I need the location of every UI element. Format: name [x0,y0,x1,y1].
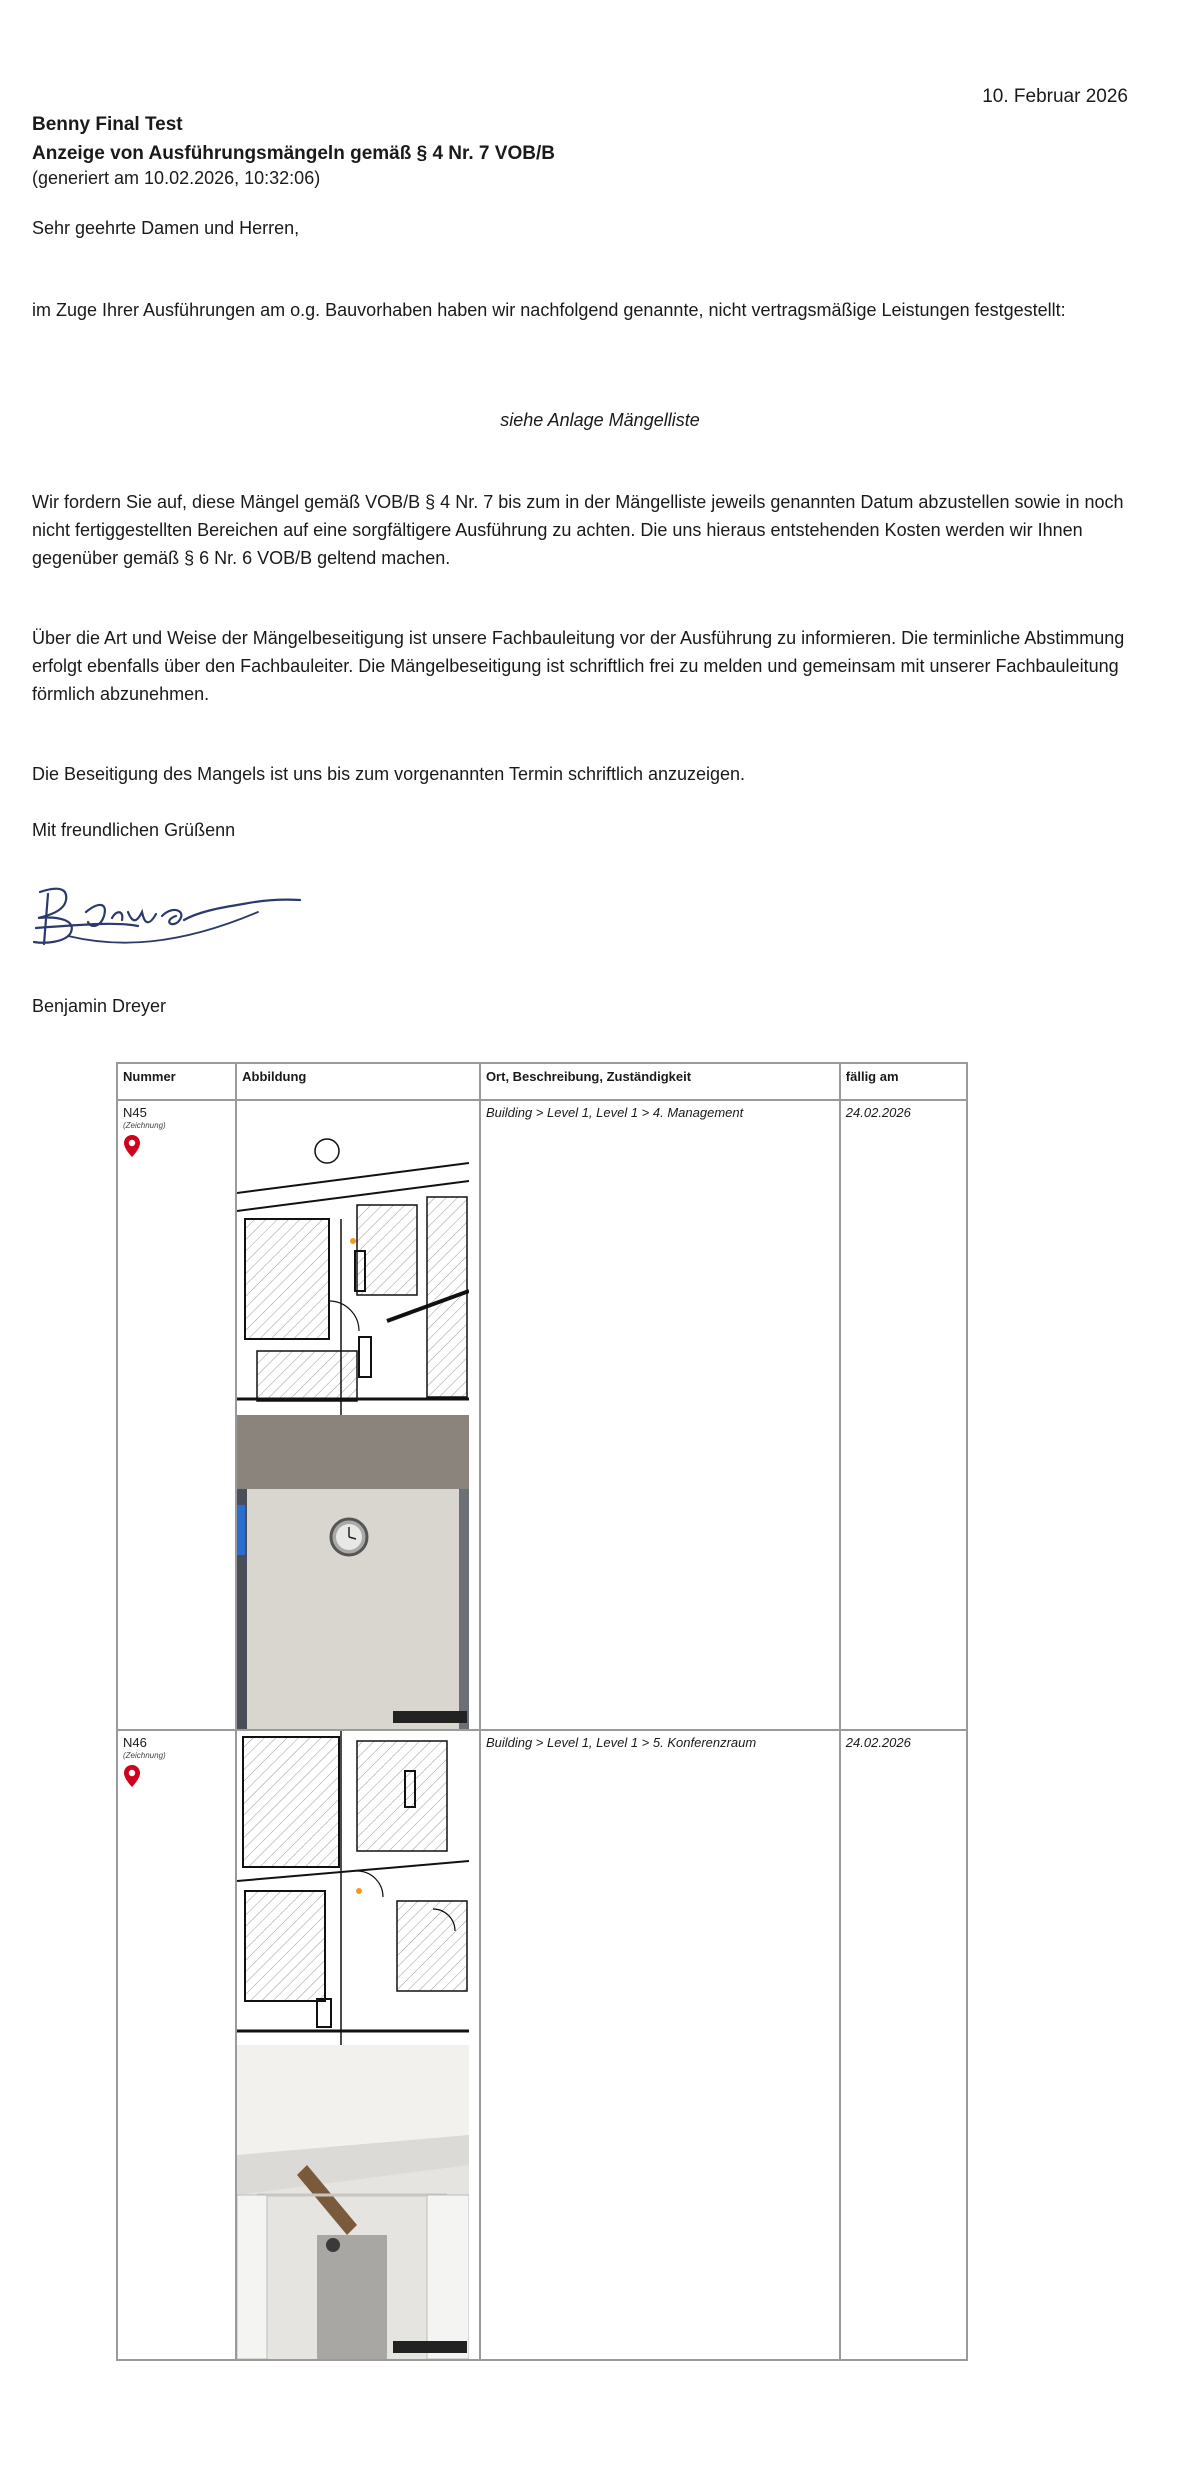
table-row [117,1730,967,2360]
defect-table [116,1062,968,2361]
handwritten-signature [28,872,308,962]
defect-source-label: (Zeichnung) [123,1121,166,1130]
paragraph-intro: im Zuge Ihrer Ausführungen am o.g. Bauvorhaben haben wir nachfolgend genannte, nicht vertragsmäßige Leistungen festgestellt: [32,300,1066,320]
salutation: Sehr geehrte Damen und Herren, [32,218,300,238]
letter-heading [32,110,555,168]
table-header-row [117,1063,967,1100]
letter-subject: Anzeige von Ausführungsmängeln gemäß § 4 Nr. 7 VOB/B [32,143,555,164]
map-pin-icon[interactable] [123,1764,141,1788]
defect-photo[interactable] [237,2045,469,2359]
paragraph-deadline: Die Beseitigung des Mangels ist uns bis zum vorgenannten Termin schriftlich anzuzeigen. [32,764,746,784]
cell-description: Building > Level 1, Level 1 > 4. Management [480,1100,840,1730]
paragraph-procedure: Über die Art und Weise der Mängelbeseitigung ist unsere Fachbauleitung vor der Ausführung zu informieren. Die terminliche Abstimmung erfolgt ebenfalls über den Fachbauleiter. Die Mängelbeseitigung ist schriftlich frei zu melden und gemeinsam mit unserer Fachbauleitung förmlich abzunehmen. [32,628,1125,704]
defect-photo[interactable] [237,1415,469,1729]
header-number: Nummer [117,1063,236,1100]
header-due: fällig am [840,1063,967,1100]
floor-plan-image[interactable] [237,1101,469,1415]
cell-due-date: 24.02.2026 [840,1730,967,2360]
closing-phrase: Mit freundlichen Grüßenn [32,820,236,840]
letter-date: 10. Februar 2026 [982,86,1128,107]
defect-number[interactable]: N45 [123,1105,147,1120]
map-pin-icon[interactable] [123,1134,141,1158]
signer-name: Benjamin Dreyer [32,996,167,1016]
cell-description: Building > Level 1, Level 1 > 5. Konferenzraum [480,1730,840,2360]
floor-plan-image[interactable] [237,1731,469,2045]
paragraph-demand: Wir fordern Sie auf, diese Mängel gemäß VOB/B § 4 Nr. 7 bis zum in der Mängelliste jeweils genannten Datum abzustellen sowie in noch nicht fertiggestellten Bereichen auf eine sorgfältigere Ausführung zu achten. Die uns hieraus entstehenden Kosten werden wir Ihnen gegenüber gemäß § 6 Nr. 6 VOB/B geltend machen. [32,492,1124,568]
header-image: Abbildung [236,1063,480,1100]
defect-number[interactable]: N46 [123,1735,147,1750]
table-row [117,1100,967,1730]
generated-timestamp: (generiert am 10.02.2026, 10:32:06) [32,168,321,188]
defect-source-label: (Zeichnung) [123,1751,166,1760]
cell-due-date: 24.02.2026 [840,1100,967,1730]
cell-images [236,1100,480,1730]
cell-number [117,1100,236,1730]
cell-number [117,1730,236,2360]
header-description: Ort, Beschreibung, Zuständigkeit [480,1063,840,1100]
annex-reference: siehe Anlage Mängelliste [500,410,700,430]
project-name: Benny Final Test [32,114,183,135]
cell-images [236,1730,480,2360]
